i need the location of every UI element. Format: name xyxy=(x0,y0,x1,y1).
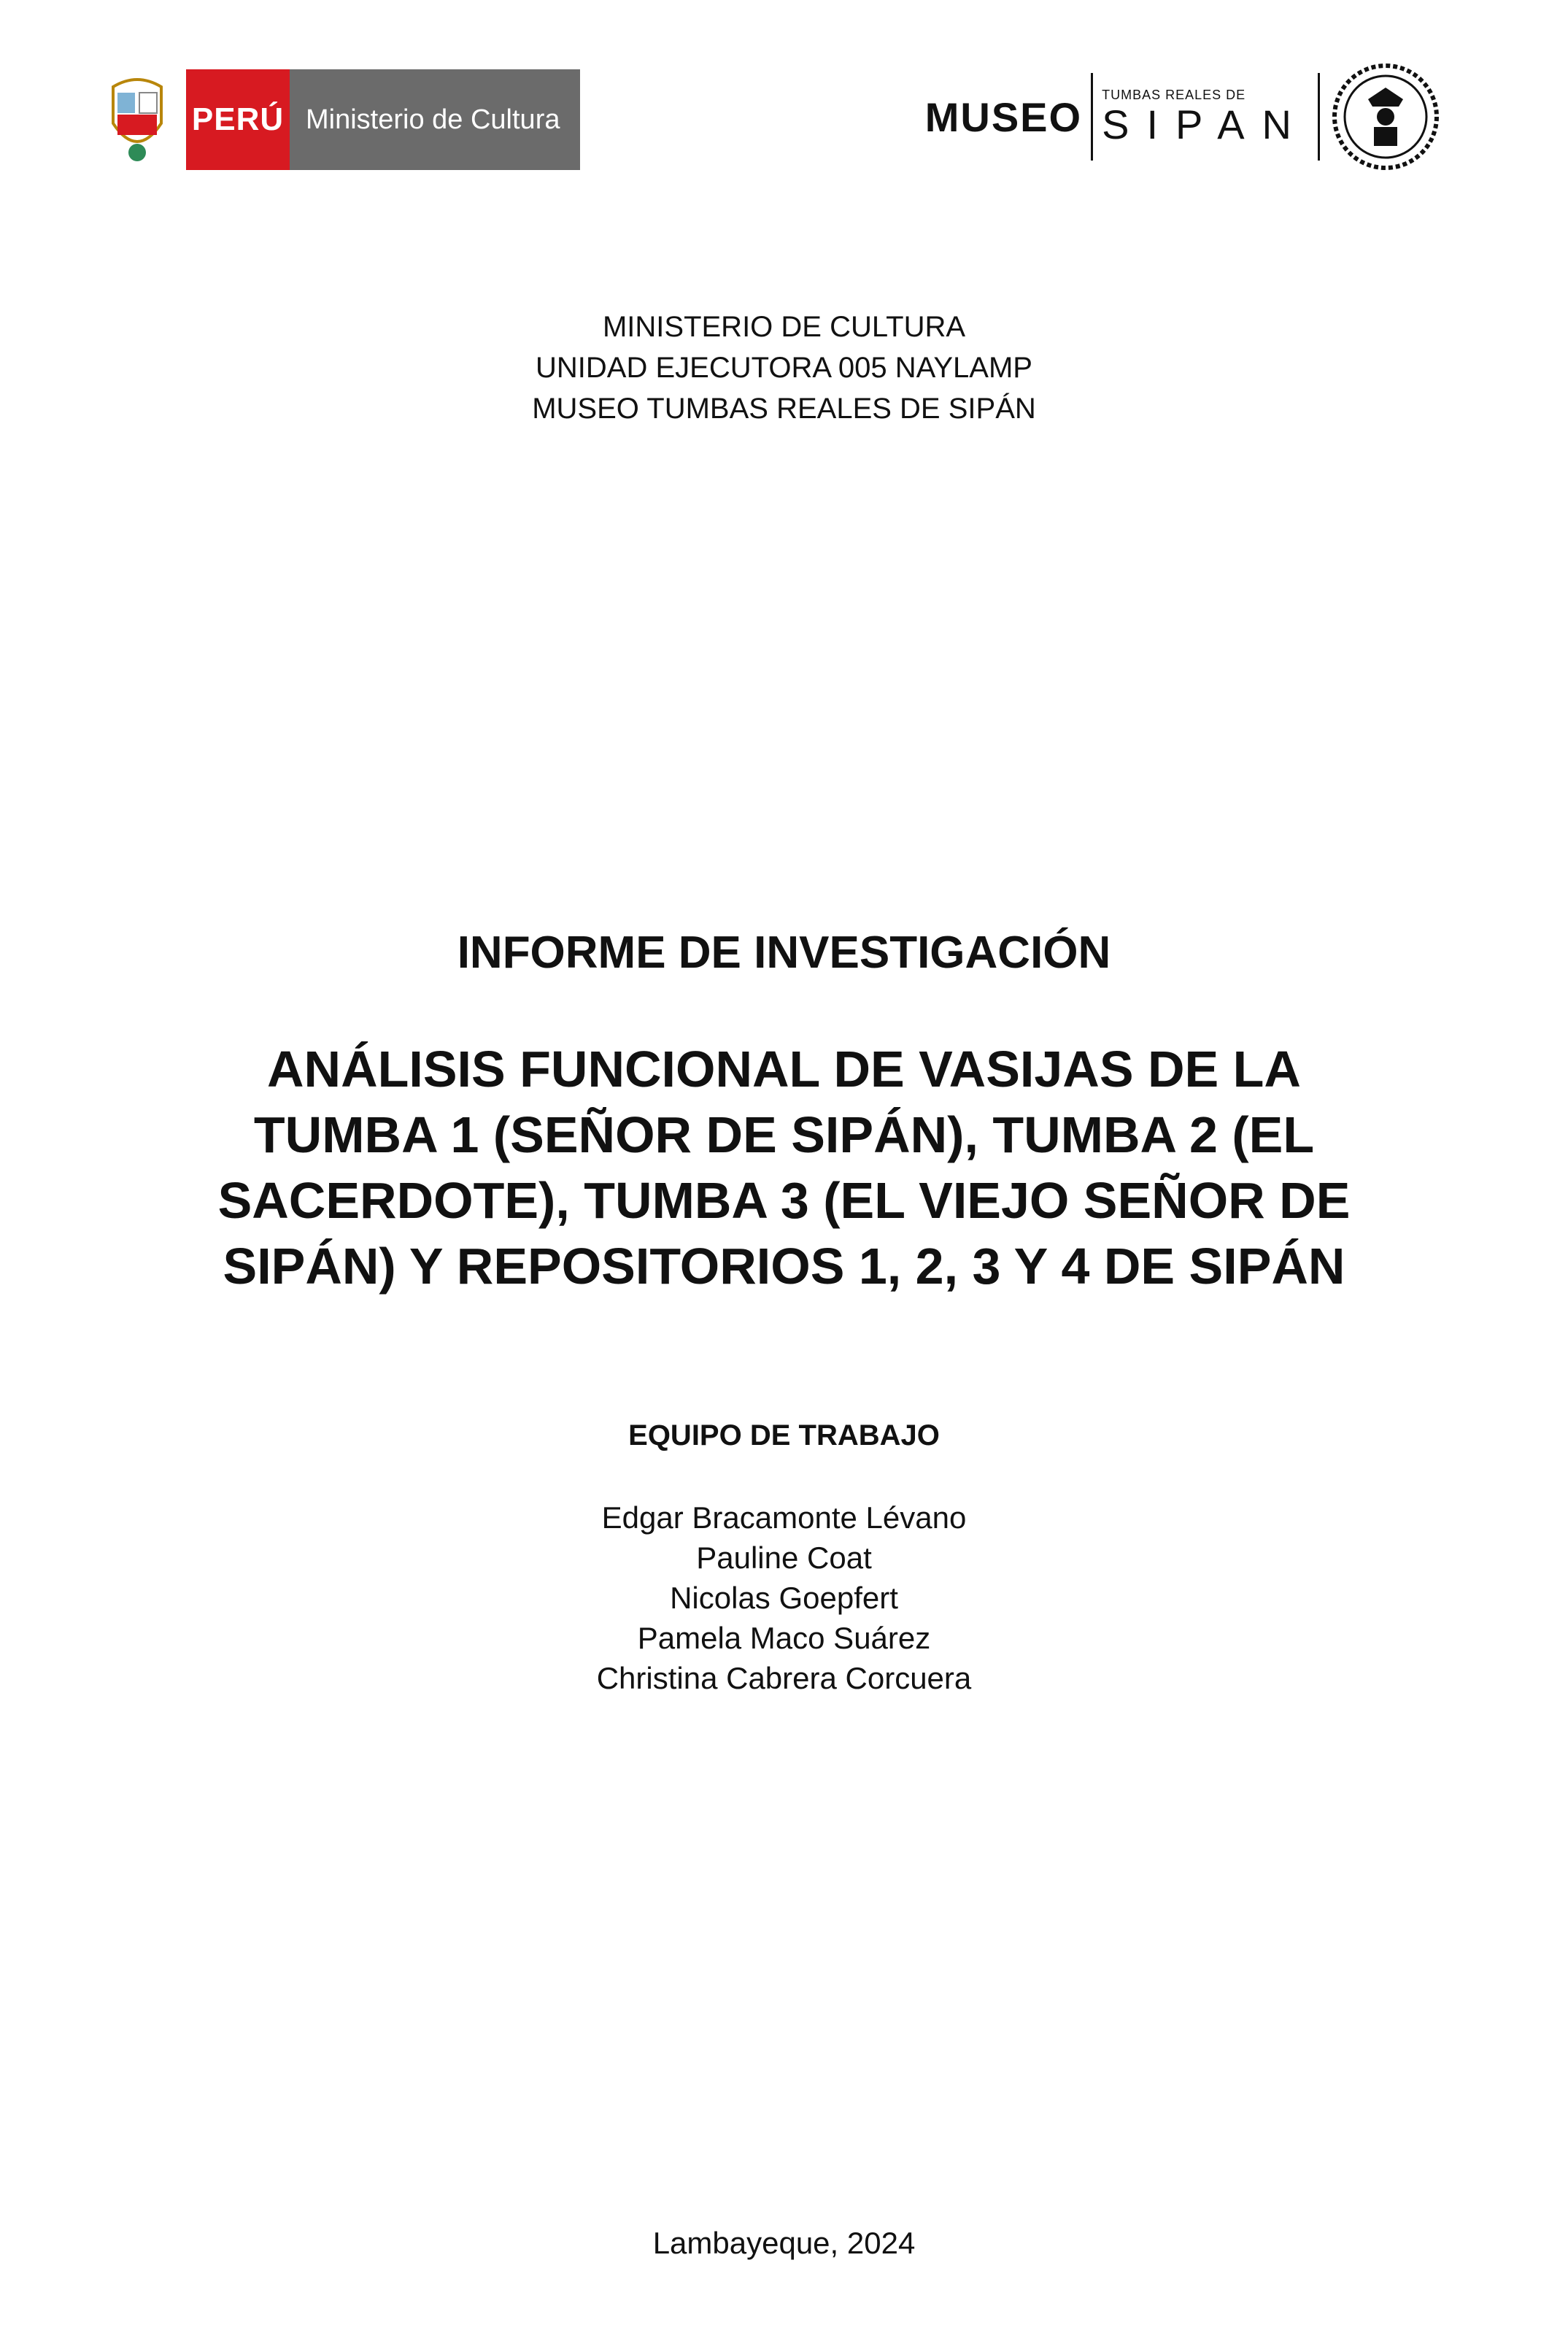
museo-sipan-logo xyxy=(925,62,1440,171)
tumbas-reales-label: TUMBAS REALES DE xyxy=(1102,87,1246,102)
ministry-label: Ministerio de Cultura xyxy=(290,69,580,170)
peru-label: PERÚ xyxy=(186,69,290,170)
place-date: Lambayeque, 2024 xyxy=(652,2226,916,2260)
title-line: ANÁLISIS FUNCIONAL DE VASIJAS DE LA xyxy=(267,1041,1301,1098)
document-title xyxy=(0,1036,1568,1299)
team-member: Christina Cabrera Corcuera xyxy=(596,1661,972,1695)
institution-line: UNIDAD EJECUTORA 005 NAYLAMP xyxy=(536,352,1032,384)
ministerio-cultura-logo xyxy=(102,69,580,170)
title-line: TUMBA 1 (SEÑOR DE SIPÁN), TUMBA 2 (EL xyxy=(253,1106,1315,1163)
team-member: Nicolas Goepfert xyxy=(670,1581,898,1615)
team-member: Pauline Coat xyxy=(696,1541,872,1575)
institution-line: MUSEO TUMBAS REALES DE SIPÁN xyxy=(532,393,1036,425)
peru-crest-icon xyxy=(102,69,171,170)
team-members xyxy=(0,1497,1568,1698)
logo-divider xyxy=(1091,73,1093,161)
report-type: INFORME DE INVESTIGACIÓN xyxy=(457,928,1111,978)
team-member: Edgar Bracamonte Lévano xyxy=(601,1500,967,1535)
sipan-seal-icon xyxy=(1332,63,1440,171)
logo-divider-2 xyxy=(1318,73,1320,161)
title-line: SACERDOTE), TUMBA 3 (EL VIEJO SEÑOR DE xyxy=(217,1172,1351,1229)
sipan-block xyxy=(1102,88,1309,147)
museo-word: MUSEO xyxy=(924,93,1083,140)
institution-block xyxy=(0,306,1568,429)
team-heading: EQUIPO DE TRABAJO xyxy=(628,1419,940,1451)
team-member: Pamela Maco Suárez xyxy=(637,1621,931,1655)
sipan-label: SIPAN xyxy=(1102,101,1309,147)
title-line: SIPÁN) Y REPOSITORIOS 1, 2, 3 Y 4 DE SIPÁN xyxy=(223,1238,1345,1295)
institution-line: MINISTERIO DE CULTURA xyxy=(602,311,966,343)
